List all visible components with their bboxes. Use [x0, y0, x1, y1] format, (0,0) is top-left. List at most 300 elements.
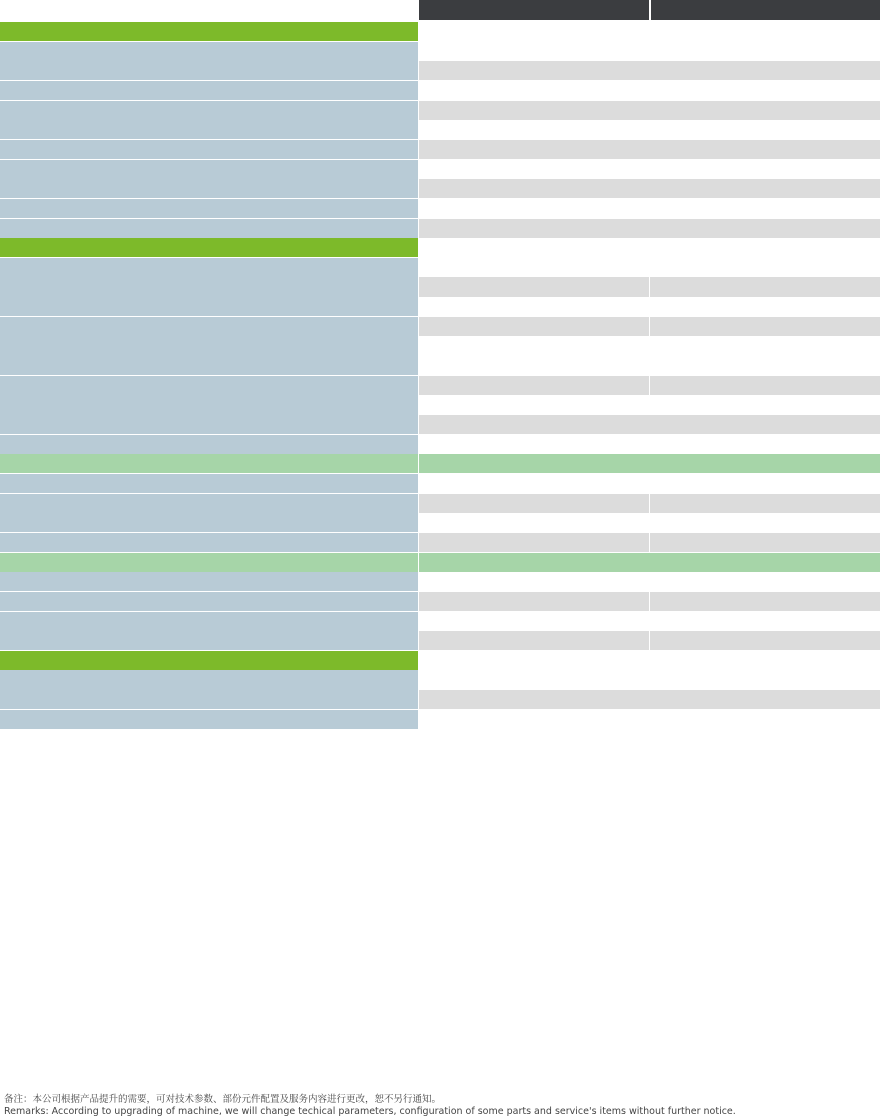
- row-label-en: [138, 513, 340, 533]
- row-label-en: [138, 238, 340, 258]
- row-label-en: [138, 651, 340, 671]
- row-label-en: [138, 297, 340, 317]
- value-cell: [496, 474, 534, 494]
- value-cell: [534, 376, 572, 396]
- row-label-cn: [0, 61, 138, 81]
- row-unit: [340, 474, 418, 494]
- row-unit: [340, 454, 418, 474]
- row-label-cn: [0, 454, 138, 474]
- value-cell: [726, 494, 764, 514]
- table-row: [0, 258, 880, 278]
- row-label-en: [138, 81, 340, 101]
- value-cell: [650, 219, 880, 239]
- table-row: [0, 631, 880, 651]
- row-label-en: [138, 670, 340, 690]
- value-cell: [726, 317, 764, 337]
- table-row: [0, 435, 880, 455]
- value-cell: [650, 277, 688, 297]
- row-unit: [340, 81, 418, 101]
- value-cell: [765, 670, 880, 690]
- table-row: [0, 81, 880, 101]
- value-cell: [650, 356, 688, 376]
- header-cn: [0, 0, 138, 20]
- value-cell: [765, 592, 803, 612]
- row-unit: [340, 179, 418, 199]
- value-cell: [611, 631, 649, 651]
- injection-unit-model: [765, 553, 880, 573]
- value-cell: [726, 474, 764, 494]
- model-name-je300: [651, 0, 880, 20]
- value-cell: [650, 710, 765, 730]
- row-label-cn: [0, 101, 138, 121]
- value-cell: [419, 160, 650, 180]
- value-cell: [650, 42, 880, 62]
- value-cell: [534, 612, 649, 632]
- row-unit: [340, 592, 418, 612]
- value-cell: [726, 631, 764, 651]
- table-row: [0, 710, 880, 730]
- row-label-cn: [0, 690, 138, 710]
- value-cell: [803, 336, 841, 356]
- row-label-en: [138, 42, 340, 62]
- row-label-cn: [0, 238, 138, 258]
- value-cell: [765, 494, 803, 514]
- value-cell: [650, 592, 688, 612]
- row-label-en: [138, 258, 340, 278]
- value-cell: [650, 533, 688, 553]
- row-label-en: [138, 376, 340, 396]
- table-row: [0, 219, 880, 239]
- value-cell: [457, 592, 495, 612]
- value-cell: [688, 572, 726, 592]
- row-label-en: [138, 631, 340, 651]
- value-cell: [611, 317, 649, 337]
- row-label-cn: [0, 160, 138, 180]
- value-cell: [419, 533, 457, 553]
- row-label-en: [138, 435, 340, 455]
- value-cell: [650, 297, 688, 317]
- value-cell: [573, 376, 611, 396]
- value-cell: [803, 592, 841, 612]
- value-cell: [457, 317, 495, 337]
- value-cell: [650, 160, 880, 180]
- value-cell: [534, 513, 649, 533]
- row-label-cn: [0, 42, 138, 62]
- row-label-cn: [0, 22, 138, 42]
- value-cell: [496, 533, 534, 553]
- row-unit: [340, 120, 418, 140]
- row-label-en: [138, 553, 340, 573]
- value-cell: [726, 297, 764, 317]
- value-cell: [688, 494, 726, 514]
- value-cell: [842, 572, 880, 592]
- injection-unit-model: [650, 553, 765, 573]
- value-cell: [496, 258, 534, 278]
- value-cell: [611, 474, 649, 494]
- table-row: [0, 592, 880, 612]
- row-label-cn: [0, 631, 138, 651]
- row-unit: [340, 553, 418, 573]
- row-label-cn: [0, 710, 138, 730]
- row-unit: [340, 376, 418, 396]
- row-label-en: [138, 474, 340, 494]
- value-cell: [534, 277, 572, 297]
- value-cell: [765, 513, 880, 533]
- value-cell: [534, 710, 649, 730]
- value-cell: [726, 592, 764, 612]
- row-unit: [340, 670, 418, 690]
- value-cell: [842, 336, 880, 356]
- value-cell: [496, 572, 534, 592]
- value-cell: [419, 395, 534, 415]
- value-cell: [611, 376, 649, 396]
- value-cell: [803, 474, 841, 494]
- value-cell: [419, 61, 650, 81]
- value-cell: [419, 435, 534, 455]
- value-cell: [650, 513, 765, 533]
- row-unit: [340, 651, 418, 671]
- row-label-en: [138, 120, 340, 140]
- table-row: [0, 160, 880, 180]
- row-label-cn: [0, 435, 138, 455]
- value-cell: [419, 179, 650, 199]
- row-label-en: [138, 395, 340, 415]
- row-unit: [340, 199, 418, 219]
- row-label-en: [138, 592, 340, 612]
- value-cell: [419, 317, 457, 337]
- row-label-cn: [0, 336, 138, 375]
- value-cell: [573, 317, 611, 337]
- value-cell: [611, 336, 649, 356]
- table-row: [0, 513, 880, 533]
- value-cell: [419, 376, 457, 396]
- row-unit: [340, 435, 418, 455]
- value-cell: [611, 356, 649, 376]
- section-blank: [419, 651, 880, 671]
- table-row: [0, 494, 880, 514]
- value-cell: [457, 277, 495, 297]
- value-cell: [765, 572, 803, 592]
- value-cell: [688, 474, 726, 494]
- value-cell: [611, 592, 649, 612]
- value-cell: [419, 199, 650, 219]
- value-cell: [650, 81, 880, 101]
- table-row: [0, 454, 880, 474]
- table-row: [0, 415, 880, 435]
- row-label-en: [138, 454, 340, 474]
- table-row: [0, 651, 880, 671]
- row-unit: [340, 533, 418, 553]
- row-unit: [340, 258, 418, 278]
- remarks-cn: 备注：本公司根据产品提升的需要，可对技术参数、部份元件配置及服务内容进行更改，恕不另行通知。: [4, 1094, 442, 1105]
- row-label-en: [138, 61, 340, 81]
- table-row: [0, 238, 880, 258]
- value-cell: [573, 277, 611, 297]
- value-cell: [688, 336, 726, 356]
- injection-unit-model: [650, 454, 765, 474]
- value-cell: [726, 336, 764, 356]
- value-cell: [688, 317, 726, 337]
- value-cell: [457, 494, 495, 514]
- row-label-cn: [0, 474, 138, 494]
- table-header: [0, 0, 880, 20]
- row-divider: [0, 729, 880, 730]
- value-cell: [842, 592, 880, 612]
- table-row: [0, 42, 880, 62]
- value-cell: [650, 415, 765, 435]
- value-cell: [842, 474, 880, 494]
- row-label-cn: [0, 612, 138, 632]
- value-cell: [534, 494, 572, 514]
- value-cell: [650, 120, 880, 140]
- header-en: [138, 0, 340, 20]
- row-label-cn: [0, 258, 138, 278]
- row-label-en: [138, 179, 340, 199]
- value-cell: [688, 376, 726, 396]
- value-cell: [765, 356, 803, 376]
- value-cell: [726, 356, 764, 376]
- injection-unit-model: [419, 454, 534, 474]
- value-cell: [534, 435, 649, 455]
- value-cell: [457, 376, 495, 396]
- value-cell: [765, 297, 803, 317]
- value-cell: [688, 533, 726, 553]
- value-cell: [726, 533, 764, 553]
- table-row: [0, 336, 880, 375]
- value-cell: [534, 631, 572, 651]
- value-cell: [457, 572, 495, 592]
- value-cell: [688, 592, 726, 612]
- value-cell: [765, 435, 880, 455]
- value-cell: [650, 258, 688, 278]
- value-cell: [688, 631, 726, 651]
- value-cell: [650, 376, 688, 396]
- value-cell: [457, 258, 495, 278]
- value-cell: [765, 277, 803, 297]
- value-cell: [803, 631, 841, 651]
- value-cell: [611, 572, 649, 592]
- value-cell: [803, 277, 841, 297]
- row-unit: [340, 690, 418, 710]
- row-label-cn: [0, 553, 138, 573]
- row-unit: [340, 297, 418, 317]
- injection-unit-model: [534, 553, 649, 573]
- row-label-en: [138, 415, 340, 435]
- row-unit: [340, 631, 418, 651]
- value-cell: [419, 474, 457, 494]
- row-unit: [340, 238, 418, 258]
- row-label-cn: [0, 395, 138, 415]
- value-cell: [688, 356, 726, 376]
- table-row: [0, 376, 880, 396]
- row-unit: [340, 572, 418, 592]
- value-cell: [419, 592, 457, 612]
- value-cell: [419, 277, 457, 297]
- value-cell: [419, 120, 650, 140]
- value-cell: [650, 572, 688, 592]
- value-cell: [842, 258, 880, 278]
- value-cell: [573, 533, 611, 553]
- value-cell: [842, 356, 880, 376]
- row-label-en: [138, 140, 340, 160]
- injection-unit-model: [419, 553, 534, 573]
- row-label-en: [138, 101, 340, 121]
- value-cell: [688, 258, 726, 278]
- section-blank: [419, 238, 880, 258]
- row-label-en: [138, 612, 340, 632]
- value-cell: [496, 356, 534, 376]
- value-cell: [573, 297, 611, 317]
- row-unit: [340, 22, 418, 42]
- row-label-en: [138, 494, 340, 514]
- row-label-en: [138, 160, 340, 180]
- value-cell: [611, 258, 649, 278]
- value-cell: [419, 612, 534, 632]
- row-label-cn: [0, 494, 138, 514]
- value-cell: [611, 297, 649, 317]
- value-cell: [650, 690, 765, 710]
- row-label-cn: [0, 120, 138, 140]
- value-cell: [765, 474, 803, 494]
- value-cell: [650, 435, 765, 455]
- table-row: [0, 690, 880, 710]
- row-label-cn: [0, 376, 138, 396]
- row-unit: [340, 277, 418, 297]
- table-row: [0, 277, 880, 297]
- row-label-cn: [0, 140, 138, 160]
- row-label-cn: [0, 670, 138, 690]
- value-cell: [534, 395, 649, 415]
- value-cell: [765, 533, 803, 553]
- value-cell: [842, 631, 880, 651]
- row-unit: [340, 612, 418, 632]
- value-cell: [650, 395, 765, 415]
- value-cell: [419, 140, 650, 160]
- row-unit: [340, 61, 418, 81]
- row-unit: [340, 336, 418, 375]
- value-cell: [534, 474, 572, 494]
- value-cell: [457, 533, 495, 553]
- row-label-cn: [0, 81, 138, 101]
- table-row: [0, 140, 880, 160]
- row-label-en: [138, 219, 340, 239]
- value-cell: [842, 533, 880, 553]
- value-cell: [534, 592, 572, 612]
- value-cell: [419, 513, 534, 533]
- model-name-je260: [419, 0, 649, 20]
- value-cell: [419, 631, 457, 651]
- value-cell: [496, 376, 534, 396]
- value-cell: [534, 533, 572, 553]
- value-cell: [419, 297, 457, 317]
- row-unit: [340, 219, 418, 239]
- value-cell: [573, 258, 611, 278]
- value-cell: [765, 317, 803, 337]
- value-cell: [650, 317, 688, 337]
- value-cell: [419, 42, 650, 62]
- value-cell: [765, 690, 880, 710]
- value-cell: [611, 533, 649, 553]
- remarks-en: Remarks: According to upgrading of machine, we will change techical parameters, configuration of some parts and service's items without further notice.: [4, 1106, 736, 1117]
- value-cell: [496, 631, 534, 651]
- value-cell: [650, 631, 688, 651]
- row-label-cn: [0, 199, 138, 219]
- value-cell: [419, 101, 650, 121]
- value-cell: [650, 61, 880, 81]
- header-unit: [340, 0, 418, 20]
- row-label-en: [138, 710, 340, 730]
- row-label-en: [138, 336, 340, 375]
- value-cell: [534, 415, 649, 435]
- value-cell: [457, 356, 495, 376]
- table-row: [0, 612, 880, 632]
- value-cell: [611, 277, 649, 297]
- row-label-cn: [0, 651, 138, 671]
- section-blank: [419, 22, 880, 42]
- value-cell: [842, 317, 880, 337]
- value-cell: [534, 356, 572, 376]
- table-row: [0, 317, 880, 337]
- row-unit: [340, 42, 418, 62]
- value-cell: [842, 376, 880, 396]
- value-cell: [419, 415, 534, 435]
- value-cell: [765, 376, 803, 396]
- value-cell: [534, 690, 649, 710]
- row-unit: [340, 494, 418, 514]
- value-cell: [688, 277, 726, 297]
- row-unit: [340, 513, 418, 533]
- value-cell: [650, 140, 880, 160]
- value-cell: [419, 336, 457, 356]
- row-label-en: [138, 22, 340, 42]
- value-cell: [496, 317, 534, 337]
- row-unit: [340, 710, 418, 730]
- row-label-cn: [0, 277, 138, 297]
- row-label-cn: [0, 592, 138, 612]
- value-cell: [842, 494, 880, 514]
- value-cell: [726, 572, 764, 592]
- row-unit: [340, 317, 418, 337]
- table-row: [0, 395, 880, 415]
- value-cell: [457, 474, 495, 494]
- injection-unit-model: [765, 454, 880, 474]
- injection-unit-model: [534, 454, 649, 474]
- value-cell: [650, 199, 880, 219]
- value-cell: [573, 356, 611, 376]
- table-row: [0, 120, 880, 140]
- row-label-en: [138, 199, 340, 219]
- value-cell: [419, 258, 457, 278]
- table-row: [0, 61, 880, 81]
- table-row: [0, 474, 880, 494]
- row-label-en: [138, 277, 340, 297]
- value-cell: [573, 572, 611, 592]
- row-label-en: [138, 572, 340, 592]
- value-cell: [650, 336, 688, 356]
- value-cell: [573, 631, 611, 651]
- value-cell: [496, 336, 534, 356]
- value-cell: [650, 670, 765, 690]
- value-cell: [419, 572, 457, 592]
- value-cell: [650, 494, 688, 514]
- row-label-cn: [0, 219, 138, 239]
- value-cell: [534, 670, 649, 690]
- value-cell: [419, 356, 457, 376]
- value-cell: [803, 356, 841, 376]
- row-unit: [340, 415, 418, 435]
- value-cell: [842, 297, 880, 317]
- value-cell: [765, 612, 880, 632]
